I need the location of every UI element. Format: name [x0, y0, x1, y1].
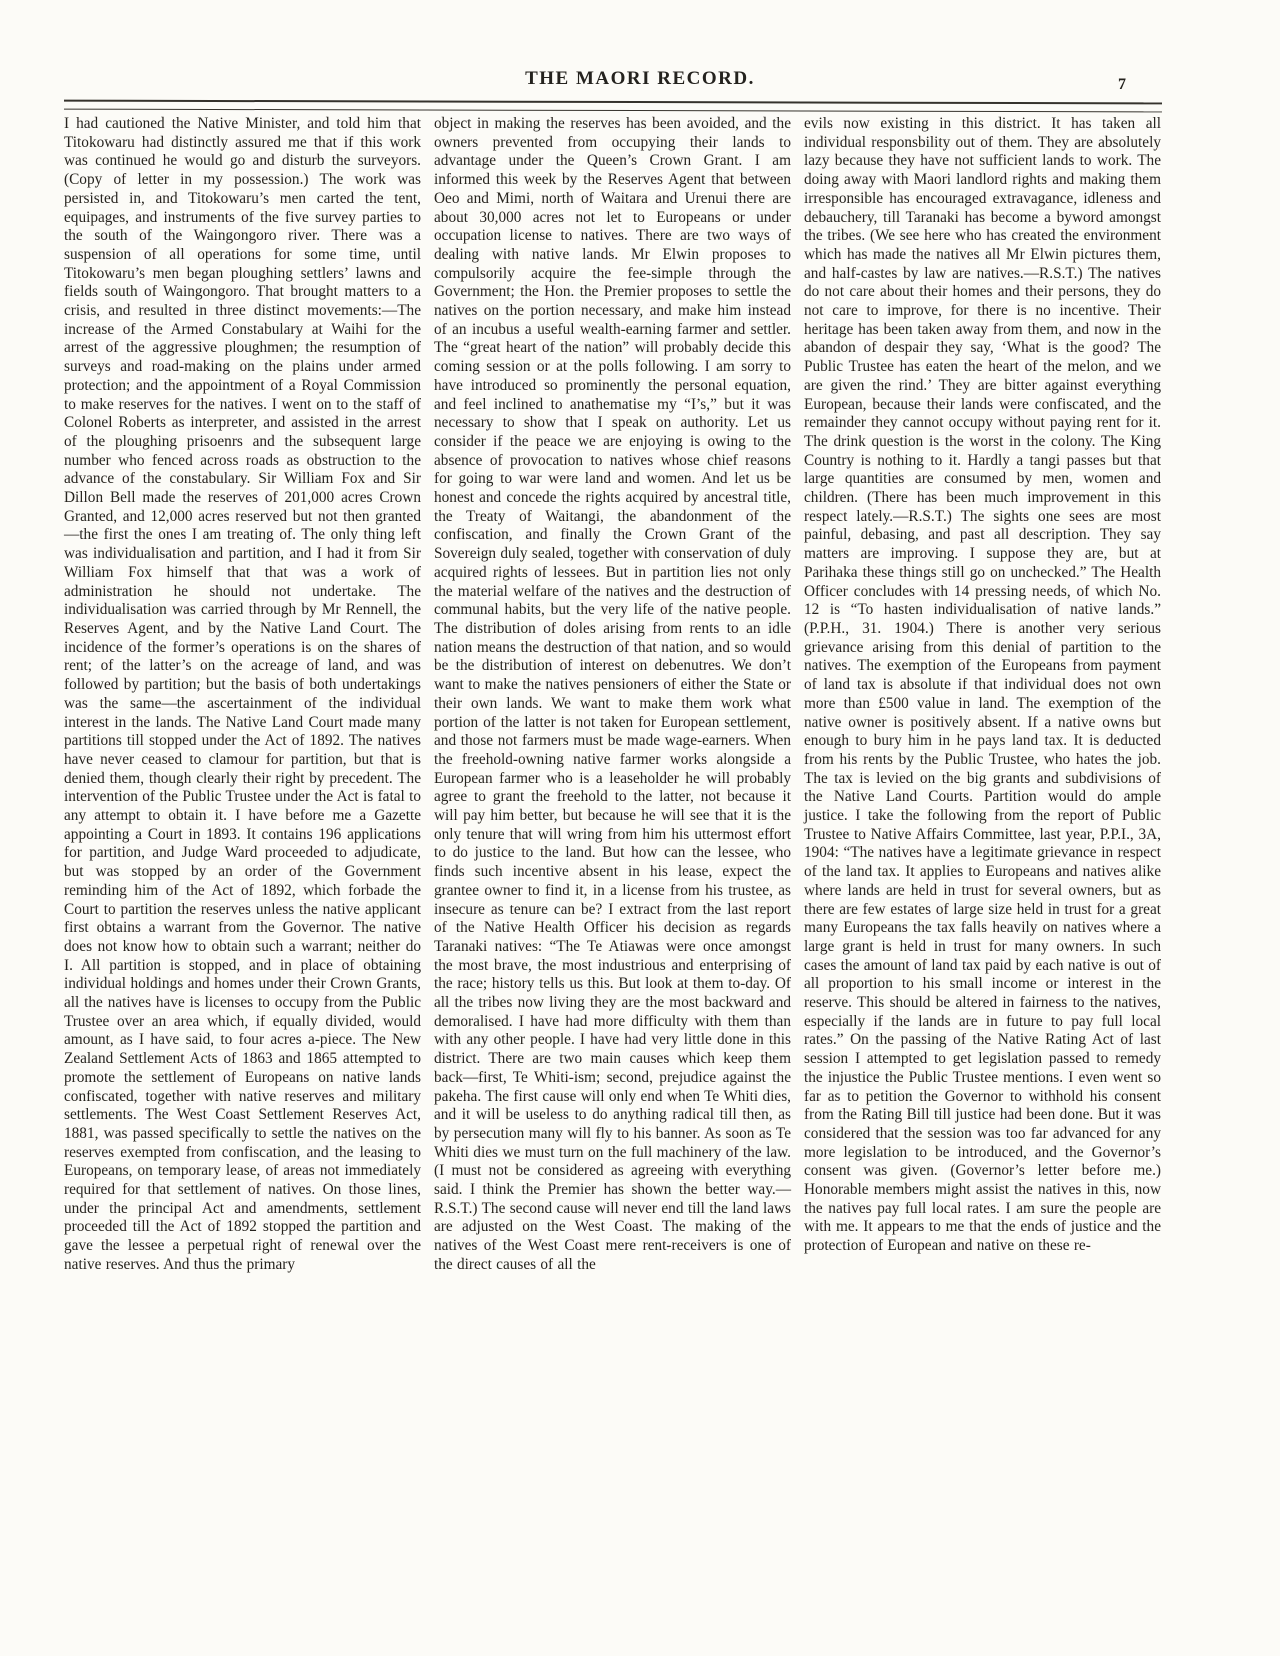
header-divider-rule: [64, 100, 1162, 113]
text-column-1: I had cautioned the Native Minister, and told him that Titokowaru had distinctly assured me that if this work was continued he would go and disturb the surveyors. (Copy of letter in my possession.) The work was persisted in, and Titokowaru’s men carted the tent, equipages, and instruments of the five survey parties to the south of the Waingongoro river. There was a suspension of all operations for some time, until Titokowaru’s men began ploughing settlers’ lawns and fields south of Waingongoro. That brought matters to a crisis, and resulted in three distinct movements:—The increase of the Armed Constabulary at Waihi for the arrest of the aggressive ploughmen; the resumption of surveys and road-making on the plains under armed protection; and the appointment of a Royal Commission to make reserves for the natives. I went on to the staff of Colonel Roberts as interpreter, and assisted in the arrest of the ploughing prisoenrs and the subsequent large number who fenced across roads as obstruction to the advance of the constabulary. Sir William Fox and Sir Dillon Bell made the reserves of 201,000 acres Crown Granted, and 12,000 acres reserved but not then granted—the first the ones I am treating of. The only thing left was individualisation and partition, and I had it from Sir William Fox himself that that was a work of administration he should not undertake. The individualisation was carried through by Mr Rennell, the Reserves Agent, and by the Native Land Court. The incidence of the former’s operations is on the shares of rent; of the latter’s on the acreage of land, and was followed by partition; but the basis of both undertakings was the same—the ascertainment of the individual interest in the lands. The Native Land Court made many partitions till stopped under the Act of 1892. The natives have never ceased to clamour for partition, but that is denied them, though clearly their right by precedent. The intervention of the Public Trustee under the Act is fatal to any attempt to obtain it. I have before me a Gazette appointing a Court in 1893. It contains 196 applications for partition, and Judge Ward proceeded to adjudicate, but was stopped by an order of the Government reminding him of the Act of 1892, which forbade the Court to partition the reserves unless the native applicant first obtains a warrant from the Governor. The native does not know how to obtain such a warrant; neither do I. All partition is stopped, and in place of obtaining individual holdings and homes under their Crown Grants, all the natives have is licenses to occupy from the Public Trustee over an area which, if equally divided, would amount, as I have said, to four acres a-piece. The New Zealand Settlement Acts of 1863 and 1865 attempted to promote the settlement of Europeans on native lands confiscated, together with native reserves and military settlements. The West Coast Settlement Reserves Act, 1881, was passed specifically to settle the natives on the reserves exempted from confiscation, and the leasing to Europeans, on temporary lease, of areas not immediately required for that settlement of natives. On those lines, under the principal Act and amendments, settlement proceeded till the Act of 1892 stopped the partition and gave the lessee a perpetual right of renewal over the native reserves. And thus the primary: [64, 115, 421, 1273]
article-body: [64, 115, 1162, 1275]
text-column-2: object in making the reserves has been avoided, and the owners prevented from occupying their lands to advantage under the Queen’s Crown Grant. I am informed this week by the Reserves Agent that between Oeo and Mimi, north of Waitara and Urenui there are about 30,000 acres not let to Europeans or under occupation license to natives. There are two ways of dealing with native lands. Mr Elwin proposes to compulsorily acquire the fee-simple through the Government; the Hon. the Premier proposes to settle the natives on the portion necessary, and make him instead of an incubus a useful wealth-earning farmer and settler. The “great heart of the nation” will probably decide this coming session or at the polls following. I am sorry to have introduced so prominently the personal equation, and feel inclined to anathematise my “I’s,” but it was necessary to show that I speak on authority. Let us consider if the peace we are enjoying is owing to the absence of provocation to natives whose chief reasons for going to war were land and women. And let us be honest and concede the rights acquired by ancestral title, the Treaty of Waitangi, the abandonment of the confiscation, and finally the Crown Grant of the Sovereign duly sealed, together with conservation of duly acquired rights of lessees. But in partition lies not only the material welfare of the natives and the destruction of communal habits, but the very life of the native people. The distribution of doles arising from rents to an idle nation means the destruction of that nation, and so would be the distribution of interest on debenutres. We don’t want to make the natives pensioners of either the State or their own lands. We want to make them work what portion of the latter is not taken for European settlement, and those not farmers must be made wage-earners. When the freehold-owning native farmer works alongside a European farmer who is a leaseholder he will probably agree to grant the freehold to the latter, not because it will pay him better, but because he will see that it is the only tenure that will wring from him his uttermost effort to do justice to the land. But how can the lessee, who finds such incentive absent in his lease, expect the grantee owner to find it, in a license from his trustee, as insecure as tenure can be? I extract from the last report of the Native Health Officer his decision as regards Taranaki natives: “The Te Atiawas were once amongst the most brave, the most industrious and enterprising of the race; history tells us this. But look at them to-day. Of all the tribes now living they are the most backward and demoralised. I have had more difficulty with them than with any other people. I have had very little done in this district. There are two main causes which keep them back—first, Te Whiti-ism; second, prejudice against the pakeha. The first cause will only end when Te Whiti dies, and it will be useless to do anything radical till then, as by persecution many will fly to his banner. As soon as Te Whiti dies we must turn on the full machinery of the law. (I must not be considered as agreeing with everything said. I think the Premier has shown the better way.—R.S.T.) The second cause will never end till the land laws are adjusted on the West Coast. The making of the natives of the West Coast mere rent-receivers is one of the direct causes of all the: [434, 115, 791, 1273]
text-column-3: evils now existing in this district. It has taken all individual responsbility out of them. They are absolutely lazy because they have not sufficient lands to work. The doing away with Maori landlord rights and making them irresponsible has encouraged extravagance, idleness and debauchery, till Taranaki has become a byword amongst the tribes. (We see here who has created the environment which has made the natives all Mr Elwin pictures them, and half-castes by law are natives.—R.S.T.) The natives do not care about their homes and their persons, they do not care to improve, for there is no incentive. Their heritage has been taken away from them, and now in the abandon of despair they say, ‘What is the good? The Public Trustee has eaten the heart of the melon, and we are given the rind.’ They are bitter against everything European, because their lands were confiscated, and the remainder they cannot occupy without paying rent for it. The drink question is the worst in the colony. The King Country is nothing to it. Hardly a tangi passes but that large quantities are consumed by men, women and children. (There has been much improvement in this respect lately.—R.S.T.) The sights one sees are most painful, debasing, and past all description. They say matters are improving. I suppose they are, but at Parihaka these things still go on unchecked.” The Health Officer concludes with 14 pressing needs, of which No. 12 is “To hasten individualisation of native lands.” (P.P.H., 31. 1904.) There is another very serious grievance arising from this denial of partition to the natives. The exemption of the Europeans from payment of land tax is absolute if that individual does not own more than £500 value in land. The exemption of the native owner is positively absent. If a native owns but enough to bury him in he pays land tax. It is deducted from his rents by the Public Trustee, who hates the job. The tax is levied on the big grants and subdivisions of the Native Land Courts. Partition would do ample justice. I take the following from the report of Public Trustee to Native Affairs Committee, last year, P.P.I., 3A, 1904: “The natives have a legitimate grievance in respect of the land tax. It applies to Europeans and natives alike where lands are held in trust for several owners, but as there are few estates of large size held in trust for a great many Europeans the tax falls heavily on natives where a large grant is held in trust for many owners. In such cases the amount of land tax paid by each native is out of all proportion to his small income or interest in the reserve. This should be altered in fairness to the natives, especially if the lands are in future to pay full local rates.” On the passing of the Native Rating Act of last session I attempted to get legislation passed to remedy the injustice the Public Trustee mentions. I even went so far as to petition the Governor to withhold his consent from the Rating Bill till justice had been done. But it was considered that the session was too far advanced for any more legislation to be introduced, and the Governor’s consent was given. (Governor’s letter before me.) Honorable members might assist the natives in this, now the natives pay full local rates. I am sure the people are with me. It appears to me that the ends of justice and the protection of European and native on these re-: [804, 115, 1161, 1255]
page-number: 7: [1118, 76, 1126, 93]
masthead-title: THE MAORI RECORD.: [525, 68, 755, 89]
